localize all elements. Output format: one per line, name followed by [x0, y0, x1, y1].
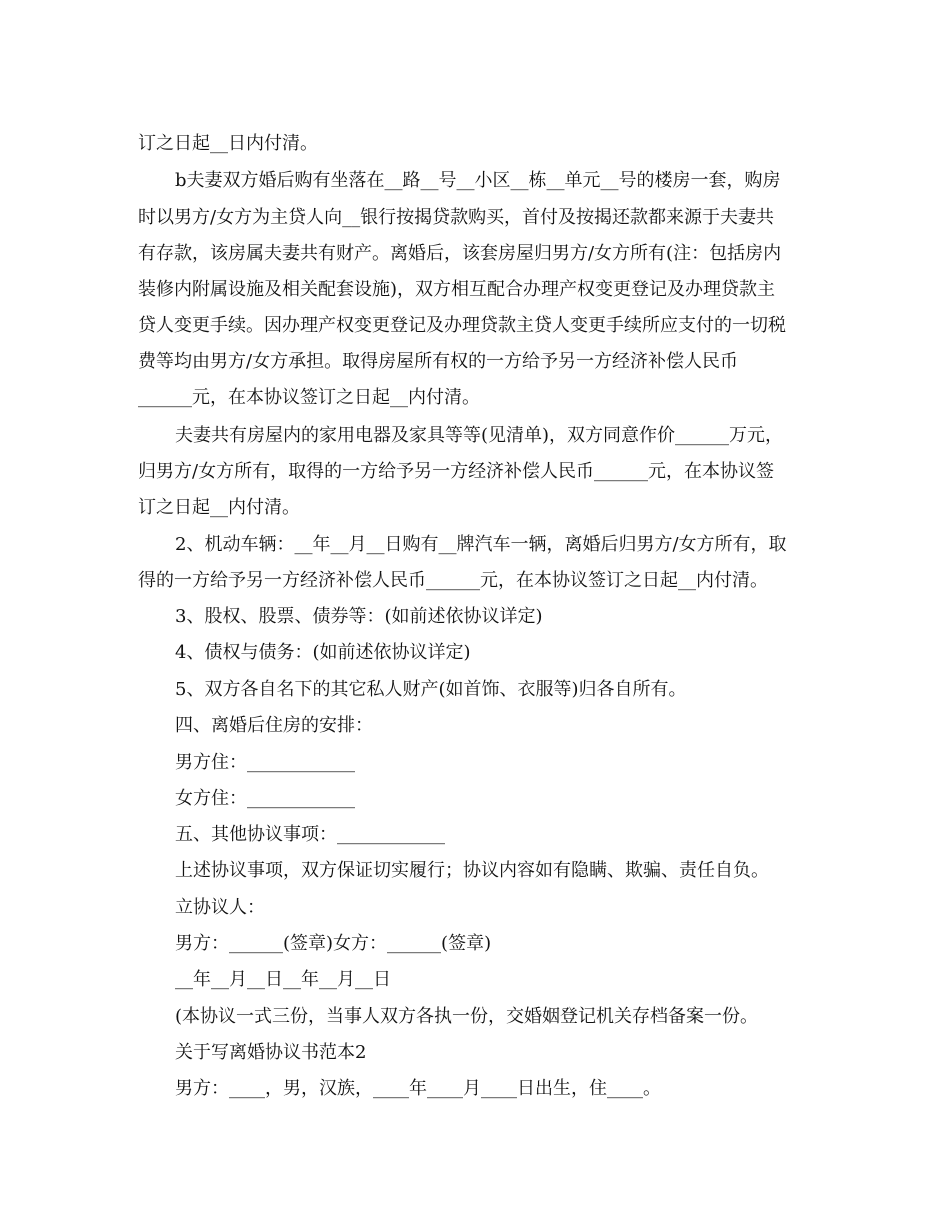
text-line: 男方：______(签章)女方：______(签章) [175, 933, 492, 954]
text-line: 得的一方给予另一方经济补偿人民币______元，在本协议签订之日起__内付清。 [138, 570, 768, 591]
section-heading: 关于写离婚协议书范本2 [175, 1042, 367, 1063]
text-line: b夫妻双方婚后购有坐落在__路__号__小区__栋__单元__号的楼房一套，购房 [175, 170, 781, 191]
text-line: 4、债权与债务：(如前述依协议详定) [175, 642, 471, 663]
text-line: 3、股权、股票、债券等：(如前述依协议详定) [175, 606, 543, 627]
text-line: 归男方/女方所有，取得的一方给予另一方经济补偿人民币______元，在本协议签 [138, 461, 775, 482]
text-line: 有存款，该房属夫妻共有财产。离婚后，该套房屋归男方/女方所有(注：包括房内 [138, 243, 782, 264]
text-line: 订之日起__日内付清。 [138, 133, 318, 154]
text-line: 装修内附属设施及相关配套设施)，双方相互配合办理产权变更登记及办理贷款主 [138, 279, 776, 300]
text-line: (本协议一式三份，当事人双方各执一份，交婚姻登记机关存档备案一份。 [175, 1006, 759, 1027]
text-line: 订之日起__内付清。 [138, 497, 300, 518]
text-line: 2、机动车辆：__年__月__日购有__牌汽车一辆，离婚后归男方/女方所有，取 [175, 534, 787, 555]
text-line: 男方住：____________ [175, 752, 355, 773]
text-line: __年__月__日__年__月__日 [175, 969, 391, 990]
text-line: 5、双方各自名下的其它私人财产(如首饰、衣服等)归各自所有。 [175, 679, 687, 700]
text-line: 四、离婚后住房的安排： [175, 715, 373, 736]
text-line: ______元，在本协议签订之日起__内付清。 [138, 387, 480, 408]
text-line: 女方住：____________ [175, 788, 355, 809]
text-line: 时以男方/女方为主贷人向__银行按揭贷款购买，首付及按揭还款都来源于夫妻共 [138, 207, 775, 228]
text-line: 五、其他协议事项：____________ [175, 824, 445, 845]
text-line: 上述协议事项，双方保证切实履行；协议内容如有隐瞒、欺骗、责任自负。 [175, 860, 769, 881]
text-line: 贷人变更手续。因办理产权变更登记及办理贷款主贷人变更手续所应支付的一切税 [138, 315, 786, 336]
text-line: 夫妻共有房屋内的家用电器及家具等等(见清单)，双方同意作价______万元， [175, 425, 784, 446]
text-line: 费等均由男方/女方承担。取得房屋所有权的一方给予另一方经济补偿人民币 [138, 351, 739, 372]
text-line: 立协议人： [175, 897, 265, 918]
text-line: 男方：____，男，汉族，____年____月____日出生，住____。 [175, 1078, 661, 1099]
